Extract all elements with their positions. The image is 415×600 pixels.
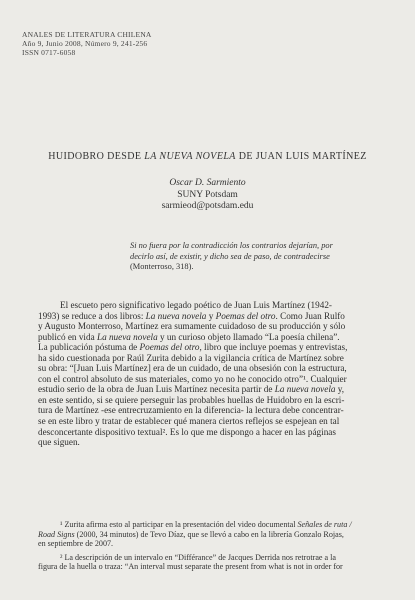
text-run: y, — [335, 384, 345, 395]
text-run: y Augusto Monterroso, Martínez era sumamente cuidadoso de su producción y sólo — [38, 321, 346, 332]
text-run: tura de Martínez -ese entrecruzamiento en la diferencia- la lectura debe concentrar- — [38, 405, 344, 416]
title-part-2: DE JUAN LUIS MARTÍNEZ — [235, 151, 367, 162]
footnote-line — [38, 520, 400, 530]
body-line — [38, 374, 398, 385]
text-run: (2000, 34 minutos) de Tevo Díaz, que se llevó a cabo en la librería Gonzalo Rojas, — [74, 529, 344, 539]
footnotes — [38, 520, 400, 572]
italic-title: Poemas del otro — [139, 342, 200, 353]
footnote-line — [38, 562, 400, 572]
italic-title: Poemas del otro — [215, 310, 276, 321]
body-line — [38, 405, 398, 416]
text-run: publicó en vida — [38, 331, 97, 342]
body-line — [38, 416, 398, 427]
text-run: su obra: “[Juan Luis Martínez] era de un cuidado, de una obsesión con la estructura, — [38, 363, 347, 374]
body-line — [38, 311, 398, 322]
body-line — [38, 384, 398, 395]
text-run: se en este libro y tratar de establecer qué manera ciertos reflejos se espejean en tal — [38, 416, 340, 427]
text-run: . Como Juan Rulfo — [275, 310, 345, 321]
footnote-line — [38, 553, 400, 563]
body-line — [38, 437, 398, 448]
text-run: , libro que incluye poemas y entrevistas, — [199, 342, 348, 353]
title-part-italic: LA NUEVA NOVELA — [144, 151, 236, 162]
text-run: La publicación póstuma de — [38, 342, 140, 353]
epigraph-line: decirlo así, de existir, y dicho sea de paso, de contradecirse — [130, 251, 330, 261]
epigraph — [130, 241, 396, 273]
body-line — [38, 363, 398, 374]
body-line — [38, 427, 398, 438]
body-text — [38, 300, 398, 448]
text-run: estudio serio de la obra de Juan Luis Martínez necesita partir de — [38, 384, 275, 395]
body-line — [38, 395, 398, 406]
body-line — [38, 300, 398, 311]
author-name: Oscar D. Sarmiento — [169, 178, 246, 188]
article-title — [0, 151, 415, 162]
italic-title: Señales de ruta / — [297, 520, 352, 529]
body-line — [38, 332, 398, 343]
text-run: El escueto pero significativo legado poético de Juan Luis Martínez (1942- — [60, 300, 332, 310]
text-run: en este sentido, si se quiere perseguir las probables huellas de Huidobro en la escri- — [38, 394, 345, 405]
footnote-line — [38, 530, 400, 540]
text-run: con el control absoluto de sus materiales, como yo no he conocido otro”¹. Cualquier — [38, 373, 347, 384]
text-run: y un curioso objeto llamado “La poesía chilena”. — [157, 331, 340, 342]
epigraph-line: Si no fuera por la contradicción los contrarios dejarían, por — [130, 241, 333, 250]
body-line — [38, 353, 398, 364]
title-part-1: HUIDOBRO DESDE — [48, 151, 145, 162]
author-affiliation: SUNY Potsdam — [177, 189, 238, 200]
body-line — [38, 342, 398, 353]
text-run: y — [206, 310, 216, 321]
italic-title: La nueva novela — [274, 384, 336, 395]
text-run: figura de la huella o traza: “An interval must separate the present from what is not in order for — [38, 562, 343, 572]
italic-title: La nueva novela — [96, 331, 158, 342]
journal-name: ANALES DE LITERATURA CHILENA — [22, 30, 152, 39]
text-run: en septiembre de 2007. — [38, 539, 114, 549]
text-run: 1993) se reduce a dos libros: — [38, 310, 146, 321]
italic-title: Road Signs — [38, 529, 75, 539]
journal-issue: Año 9, Junio 2008, Número 9, 241-256 — [22, 39, 148, 48]
author-email: sarmieod@potsdam.edu — [161, 201, 254, 211]
journal-header — [22, 30, 152, 57]
author-block — [0, 178, 415, 213]
text-run: que siguen. — [38, 437, 80, 448]
epigraph-citation: (Monterroso, 318). — [130, 262, 194, 272]
text-run: ² La descripción de un intervalo en “Différance” de Jacques Derrida nos retrotrae a la — [60, 552, 336, 562]
body-line — [38, 321, 398, 332]
italic-title: La nueva novela — [145, 310, 207, 321]
text-run: ha sido cuestionada por Raúl Zurita debido a la vigilancia crítica de Martínez sobre — [38, 352, 344, 363]
footnote-line — [38, 539, 400, 549]
journal-issn: ISSN 0717-6058 — [22, 48, 76, 57]
text-run: desconcertante dispositivo textual². Es lo que me dispongo a hacer en las páginas — [38, 426, 336, 437]
text-run: ¹ Zurita afirma esto al participar en la presentación del video documental — [60, 520, 298, 529]
